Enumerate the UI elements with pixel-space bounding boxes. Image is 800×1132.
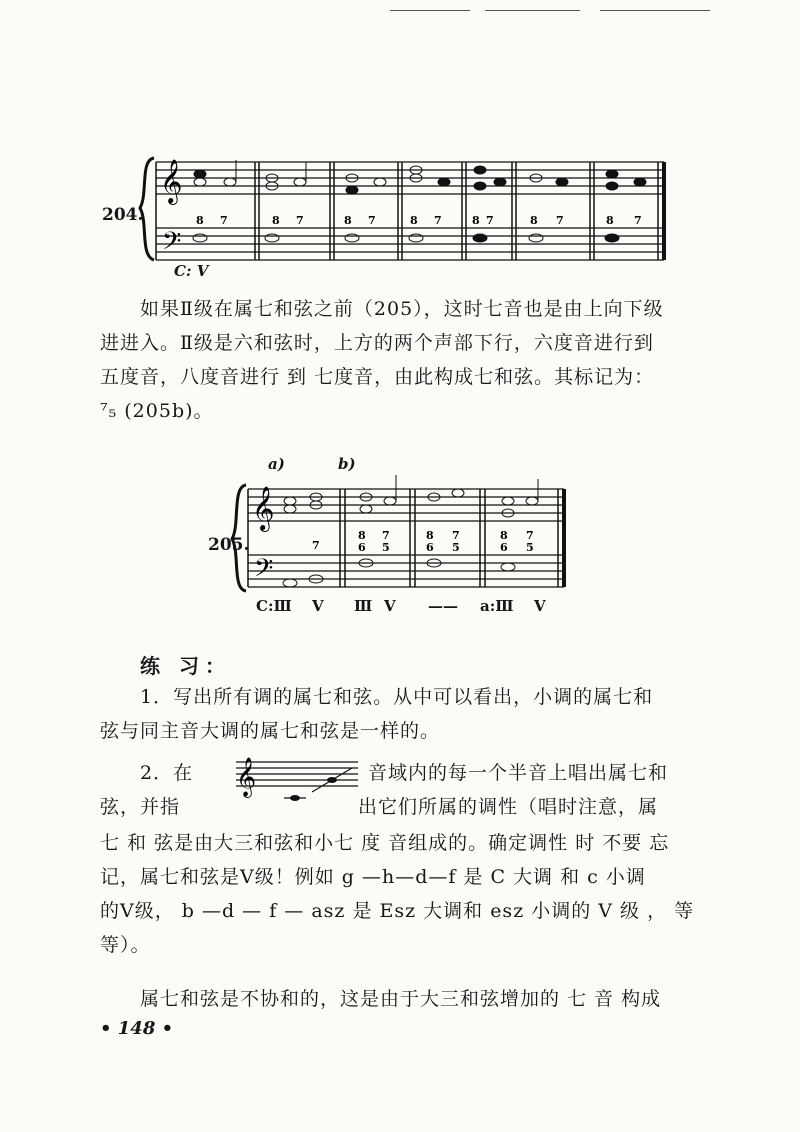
label-a: a) — [268, 455, 285, 473]
figure: 7 — [312, 539, 320, 552]
figure: 7 — [220, 214, 228, 227]
page-number: • 148 • — [100, 1018, 174, 1039]
degree-label: Ⅲ — [354, 597, 373, 615]
exercise-line: 七 和 弦是由大三和弦和小七 度 音组成的。确定调性 时 不要 忘 — [100, 832, 670, 854]
figures-204 — [196, 214, 642, 227]
example-number: 204. — [102, 205, 144, 225]
paragraph-line: ⁷₅ (205b)。 — [100, 400, 214, 422]
top-rule — [600, 10, 710, 11]
figure: 5 — [526, 541, 534, 554]
exercise-line: 的Ⅴ级， b —d — f — asz 是 Esz 大调和 esz 小调的 Ⅴ 级 ， 等 — [100, 900, 695, 922]
exercise-2-line2-left: 弦，并指 — [100, 796, 181, 818]
figure: 6 — [500, 541, 508, 554]
figure: 8 — [344, 214, 352, 227]
bass-clef: 𝄢 — [254, 554, 274, 589]
figure: 5 — [452, 541, 460, 554]
figure: 7 — [556, 214, 564, 227]
exercise-2-line2-right: 出它们所属的调性（唱时注意，属 — [358, 796, 659, 818]
figure: 8 — [472, 214, 480, 227]
figure: 8 — [606, 214, 614, 227]
range-staff-figure — [232, 752, 362, 816]
top-rule — [485, 10, 580, 11]
degree-label: V — [534, 597, 546, 615]
figure: 7 — [434, 214, 442, 227]
exercise-1-first — [140, 680, 700, 714]
note — [290, 795, 300, 801]
notes-204 — [193, 160, 646, 242]
exercise-1-cont — [100, 714, 700, 748]
figure: 7 — [296, 214, 304, 227]
exercise-line: 等）。 — [100, 934, 151, 956]
figure: 7 — [382, 529, 390, 542]
figure: 7 — [526, 529, 534, 542]
figure: 7 — [368, 214, 376, 227]
figure: 5 — [382, 541, 390, 554]
exercise-line: 1．写出所有调的属七和弦。从中可以看出，小调的属七和 — [140, 686, 654, 708]
figure: 6 — [426, 541, 434, 554]
figure: 8 — [196, 214, 204, 227]
figure: 8 — [500, 529, 508, 542]
treble-staff — [248, 489, 564, 521]
exercise-2-prefix: 2．在 — [140, 762, 194, 784]
figure: 7 — [486, 214, 494, 227]
exercises-title: 练 习： — [140, 654, 231, 678]
treble-clef: 𝄞 — [252, 486, 275, 530]
example-number: 205. — [208, 535, 250, 555]
figure: 7 — [452, 529, 460, 542]
degree-label: V — [384, 597, 396, 615]
brace — [140, 158, 154, 260]
bass-staff — [248, 555, 564, 587]
top-rule — [390, 10, 470, 11]
exercise-2-cont — [100, 826, 700, 962]
paragraph-line: 五度音，八度音进行 到 七度音，由此构成七和弦。其标记为： — [100, 366, 655, 388]
treble-clef: 𝄞 — [236, 757, 257, 797]
degree-label: a:Ⅲ — [480, 597, 514, 615]
figure: 8 — [530, 214, 538, 227]
paragraph-2 — [140, 982, 700, 1016]
figure: 8 — [272, 214, 280, 227]
treble-clef: 𝄞 — [160, 159, 183, 203]
figure: 8 — [426, 529, 434, 542]
degree-label: C:Ⅲ — [256, 597, 292, 615]
barlines — [248, 489, 564, 587]
music-example-205 — [190, 455, 580, 625]
paragraph-1-cont — [100, 326, 700, 428]
paragraph-line: 属七和弦是不协和的，这是由于大三和弦增加的 七 音 构成 — [140, 988, 662, 1010]
label-b: b) — [338, 455, 356, 473]
degree-label: V — [312, 597, 324, 615]
bass-staff — [156, 228, 664, 260]
paragraph-1 — [140, 292, 700, 326]
bass-clef: 𝄢 — [162, 227, 182, 262]
exercise-line: 弦与同主音大调的属七和弦是一样的。 — [100, 720, 441, 742]
exercise-2-suffix: 音域内的每一个半音上唱出属七和 — [368, 762, 669, 784]
figure: 8 — [358, 529, 366, 542]
brace — [232, 485, 246, 591]
paragraph-line: 进进入。Ⅱ级是六和弦时，上方的两个声部下行，六度音进行到 — [100, 332, 654, 354]
paragraph-line: 如果Ⅱ级在属七和弦之前（205），这时七音也是由上向下级 — [140, 298, 664, 320]
exercise-line: 记，属七和弦是Ⅴ级！例如 g —h—d—f 是 C 大调 和 c 小调 — [100, 866, 646, 888]
music-example-204 — [100, 150, 680, 290]
key-label: C: V — [174, 262, 209, 280]
note — [327, 777, 337, 783]
figure: 8 — [410, 214, 418, 227]
degree-label: —— — [428, 597, 458, 615]
figure: 6 — [358, 541, 366, 554]
figure: 7 — [634, 214, 642, 227]
